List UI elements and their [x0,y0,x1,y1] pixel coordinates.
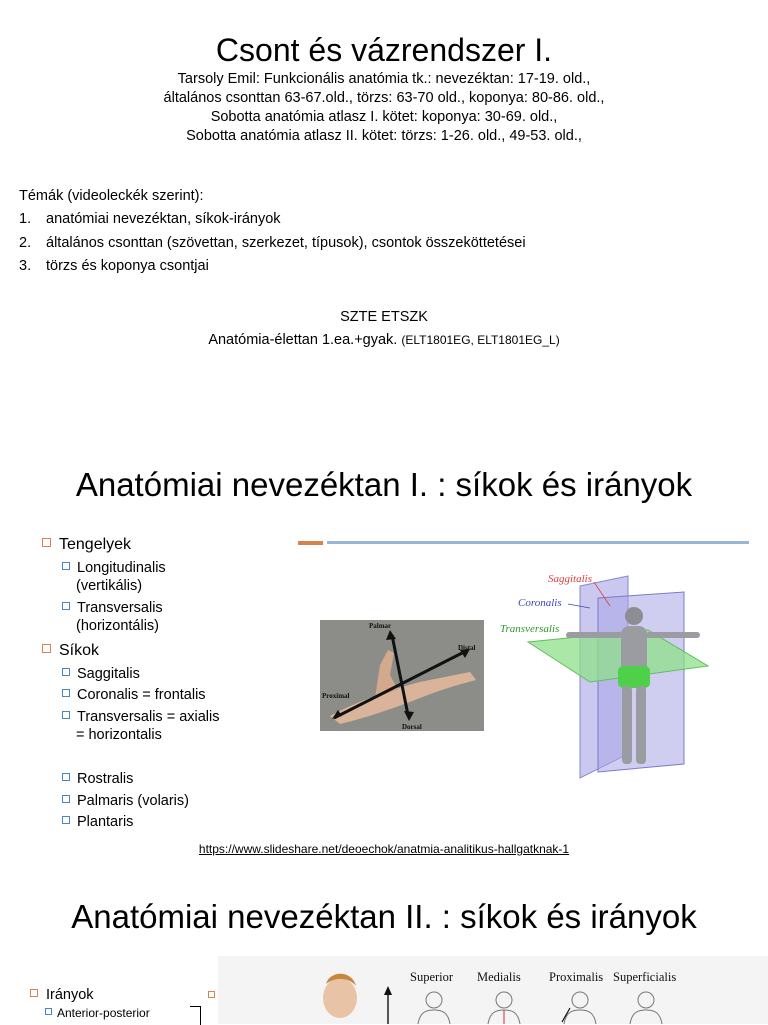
figure-outline-icon [426,992,442,1008]
topic-text: anatómiai nevezéktan, síkok-irányok [46,211,281,227]
course-name: Anatómia-élettan 1.ea.+gyak. [208,332,398,348]
sub-bullet-label: Anterior-posterior [57,1006,150,1020]
bullet-tengelyek [42,535,131,554]
topic-text: általános csonttan (szövettan, szerkezet, típusok), csontok összeköttetései [46,235,526,251]
figure-outline-icon [418,1010,450,1024]
bullet-square-icon [62,689,70,697]
label-transversalis: Transversalis [500,623,560,635]
topic-text: törzs és koponya csontjai [46,258,209,274]
bullet-square-icon [42,644,51,653]
figure-head [625,607,643,625]
bracket-line [190,1006,201,1025]
figure-label-superficialis: Superficialis [613,970,677,984]
bullet-square-icon [62,602,70,610]
bullet-sikok [42,641,99,660]
sub-bullet-continuation: = horizontalis [76,727,162,743]
topic-item [19,211,281,227]
sub-bullet-label: Plantaris [77,814,134,830]
hand-label-palmar: Palmar [369,622,392,630]
sub-bullet [62,559,166,577]
bullet-square-icon [30,989,38,997]
arrow-head-icon [384,986,392,995]
sub-bullet [62,708,220,726]
topics-heading: Témák (videoleckék szerint): [19,188,204,204]
figure-shorts [618,666,650,688]
topic-item [19,235,526,251]
body-planes-image [498,568,718,783]
bullet-label: Síkok [59,642,100,659]
sub-bullet-label: Coronalis = frontalis [77,687,206,703]
figure-label-medialis: Medialis [477,970,521,984]
sub-bullet-continuation: (vertikális) [76,578,143,594]
bullet-square-icon [62,795,70,803]
figure-outline-icon [572,992,588,1008]
sub-bullet-label: Rostralis [77,771,134,787]
slide2-title: Anatómiai nevezéktan I. : síkok és irányok [75,466,693,503]
sub-bullet-label: Transversalis [77,600,163,616]
topic-number: 2. [19,235,32,251]
head-profile-icon [323,978,357,1018]
reference-line: általános csonttan 63-67.old., törzs: 63-70 old., koponya: 80-86. old., [163,90,605,106]
sub-bullet [45,1006,150,1020]
sub-bullet-label: Longitudinalis [77,560,166,576]
figure-outline-icon [630,1010,662,1024]
figure-label-proximalis: Proximalis [549,970,604,984]
sub-bullet [62,686,206,704]
sub-bullet-label: Palmaris (volaris) [77,793,189,809]
bullet-label: Irányok [46,987,94,1003]
label-saggitalis: Saggitalis [548,573,593,585]
course-line [0,332,768,348]
bullet-label: Tengelyek [59,536,132,553]
label-coronalis: Coronalis [518,597,562,609]
bullet-square-icon [62,816,70,824]
topic-number: 1. [19,211,32,227]
slide1-title: Csont és vázrendszer I. [215,32,553,68]
figure-outline-icon [638,992,654,1008]
bullet-iranyok [30,987,94,1003]
topic-number: 3. [19,258,32,274]
reference-line: Sobotta anatómia atlasz I. kötet: koponya: 30-69. old., [210,109,558,125]
figure-right-arm [646,632,700,638]
sub-bullet-continuation: (horizontális) [76,618,159,634]
accent-line-blue [327,541,749,544]
figure-label-superior: Superior [410,970,454,984]
sub-bullet [62,770,133,788]
sub-bullet [62,599,163,617]
hand-label-proximal: Proximal [322,692,350,700]
figure-left-leg [622,686,632,764]
accent-line-orange [298,541,323,545]
bullet-square-icon [45,1008,52,1015]
bullet-square-icon [208,991,215,998]
institution: SZTE ETSZK [340,309,428,325]
bullet-square-icon [62,562,70,570]
source-link[interactable]: https://www.slideshare.net/deoechok/anatmia-analitikus-hallgatknak-1 [198,842,570,856]
bullet-square-icon [62,711,70,719]
hand-label-dorsal: Dorsal [402,723,422,731]
proximal-arrow [562,1008,570,1022]
direction-figures [300,962,760,1024]
sub-bullet [62,792,189,810]
figure-left-arm [566,632,622,638]
bullet-square-icon [62,773,70,781]
course-codes: (ELT1801EG, ELT1801EG_L) [401,333,560,347]
sub-bullet-clipped [62,813,134,830]
topic-item [19,258,209,274]
bullet-square-icon [42,538,51,547]
figure-right-leg [636,686,646,764]
sub-bullet [62,665,140,683]
reference-line: Sobotta anatómia atlasz II. kötet: törzs: 1-26. old., 49-53. old., [186,128,582,144]
figure-outline-icon [496,992,512,1008]
hand-label-distal: Distal [458,644,476,652]
slide3-title: Anatómiai nevezéktan II. : síkok és irányok [71,898,697,935]
hand-directions-image [320,620,484,731]
figure-outline-icon [564,1010,596,1024]
reference-line: Tarsoly Emil: Funkcionális anatómia tk.: nevezéktan: 17-19. old., [177,71,591,87]
sub-bullet-label: Saggitalis [77,666,140,682]
sub-bullet-label: Transversalis = axialis [77,709,220,725]
bullet-square-icon [62,668,70,676]
